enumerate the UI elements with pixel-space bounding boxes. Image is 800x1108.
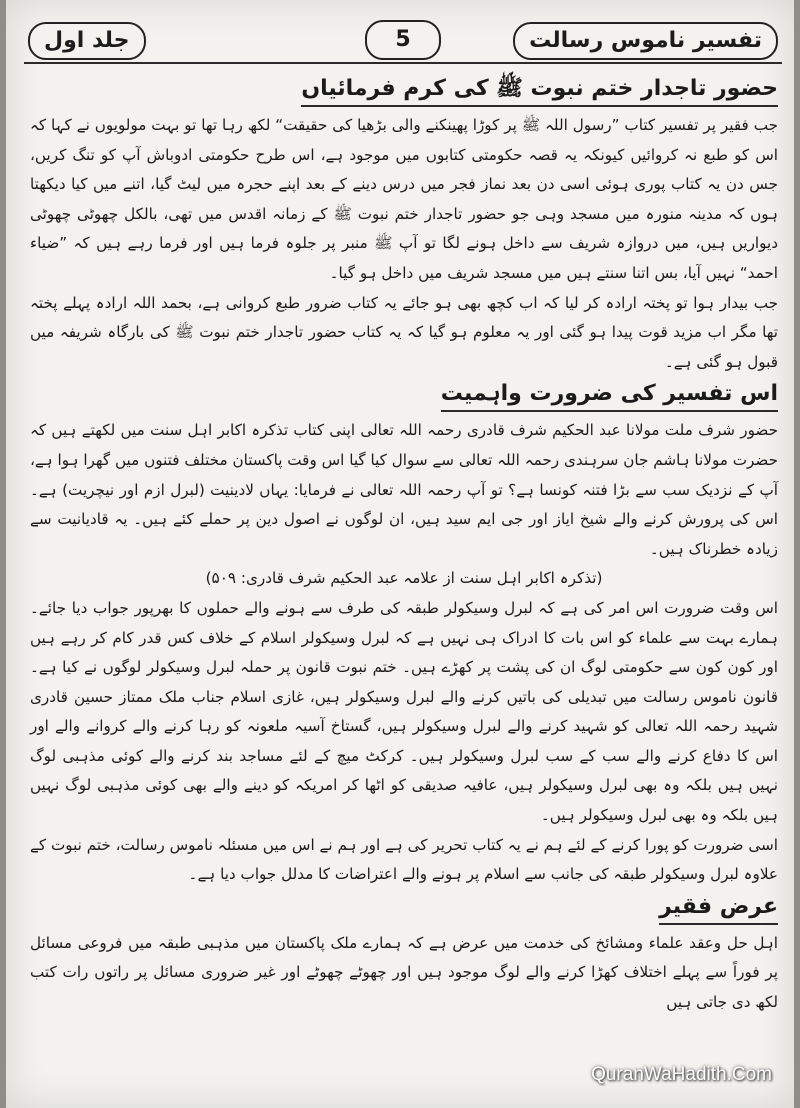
citation-reference: (تذکرہ اکابر اہل سنت از علامہ عبد الحکیم شرف قادری: ۵۰۹) [205,569,603,588]
book-title: تفسیر ناموس رسالت [513,22,778,60]
section-heading: حضور تاجدار ختم نبوت ﷺ کی کرم فرمائیاں [301,74,778,107]
section-heading: عرض فقیر [659,892,778,925]
paragraph: اہل حل وعقد علماء ومشائخ کی خدمت میں عرض ہے کہ ہمارے ملک پاکستان میں مذہبی طبقہ میں فروعی مسائل پر فوراً سے پہلے اختلاف کھڑا کرنے والے لوگ موجود ہیں اور چھوٹے چھوٹے اور غیر ضروری مسائل پر راتوں رات کتب لکھ دی جاتی ہیں [30,933,778,1012]
section-karam-farmaiyan [30,72,778,377]
section-heading: اس تفسیر کی ضرورت واہمیت [441,379,778,412]
paragraph: اسی ضرورت کو پورا کرنے کے لئے ہم نے یہ کتاب تحریر کی ہے اور ہم نے اس میں مسئلہ ناموس رسالت، ختم نبوت کے علاوہ لبرل وسیکولر طبقہ کی جانب سے اسلام پر ہونے والے اعتراضات کا مدلل جواب دیا ہے۔ [29,835,778,884]
paragraph: حضور شرف ملت مولانا عبد الحکیم شرف قادری رحمہ اللہ تعالی اپنی کتاب تذکرہ اکابر اہل سنت میں لکھتے ہیں کہ حضرت مولانا ہاشم جان سرہندی رحمہ اللہ تعالی سے سوال کیا گیا اس وقت پاکستان مختلف فتنوں میں گھرا ہوا ہے، آپ کے نزدیک سب سے بڑا فتنہ کونسا ہے؟ تو آپ رحمہ اللہ تعالی نے فرمایا: یہاں لادینیت (لبرل ازم اور نیچریت) ہے۔ اس کی پرورش کرنے والے شیخ ایاز اور جی ایم سید ہیں، ان لوگوں نے اصول دین پر حملے کئے ہیں۔ یہ قادیانیت سے زیادہ خطرناک ہیں۔ [30,421,778,558]
section-arz-e-faqeer [30,890,778,1018]
page-number: 5 [365,20,441,60]
paragraph: اس وقت ضرورت اس امر کی ہے کہ لبرل وسیکولر طبقہ کی طرف سے ہونے والے حملوں کا بھرپور جواب دیا جائے۔ ہمارے بہت سے علماء کو اس بات کا ادراک ہی نہیں ہے کہ لبرل وسیکولر اسلام کے خلاف کس قدر کام کر رہے ہیں اور کون کون سے حکومتی لوگ ان کی پشت پر کھڑے ہیں۔ ختم نبوت قانون پر حملہ لبرل وسیکولر لوگوں نے کیا ہے۔ قانون ناموس رسالت میں تبدیلی کی باتیں کرنے والے لبرل وسیکولر ہیں، غازی اسلام جناب ملک ممتاز حسین قادری شہید رحمہ اللہ تعالی کو شہید کرنے والے لبرل وسیکولر ہیں، گستاخ آسیہ ملعونہ کو رہا کرنے والے کروانے والے اور اس کا دفاع کرنے والے سب کے سب لبرل وسیکولر ہیں۔ کرکٹ میچ کے لئے مساجد بند کرنے والے کوئی مذہبی لوگ نہیں ہیں بلکہ وہ بھی لبرل وسیکولر ہیں، عافیہ صدیقی کو اٹھا کر امریکہ کو دینے والے بھی کوئی مذہبی لوگ نہیں ہیں بلکہ وہ بھی لبرل وسیکولر ہیں۔ [30,598,778,825]
paragraph: جب بیدار ہوا تو پختہ ارادہ کر لیا کہ اب کچھ بھی ہو جائے یہ کتاب ضرور طبع کروانی ہے، بحمد اللہ ارادہ پہلے پختہ تھا مگر اب مزید قوت پیدا ہو گئی اور یہ معلوم ہو گیا کہ یہ کتاب حضور تاجدار ختم نبوت ﷺ کی بارگاہ شریفہ میں قبول ہو گئی ہے۔ [30,293,778,371]
section-zaroorat-wa-ahmiyat [30,377,778,890]
volume-label: جلد اول [28,22,146,60]
paragraph: جب فقیر پر تفسیر کتاب ”رسول اللہ ﷺ پر کوڑا پھینکنے والی بڑھیا کی حقیقت“ لکھ رہا تھا تو بہت مولویوں نے کہا کہ اس کو طبع نہ کروائیں کیونکہ یہ قصہ حکومتی کتابوں میں موجود ہے، اس طرح حکومتی ادوباش آپ کو تنگ کریں، جس دن یہ کتاب پوری ہوئی اسی دن بعد نماز فجر میں درس دینے کے بعد اپنے حجرہ میں لیٹ گیا، اتنے میں کیا دیکھتا ہوں کہ مدینہ منورہ میں مسجد وہی جو حضور تاجدار ختم نبوت ﷺ کے زمانہ اقدس میں تھی، بالکل چھوٹی چھوٹی دیواریں ہیں، میں دروازہ شریف سے داخل ہونے لگا تو آپ ﷺ منبر پر جلوہ فرما ہیں اور فرما رہے ہیں کہ ”ضیاء احمد“ نہیں آیا، بس اتنا سنتے ہیں میں مسجد شریف میں داخل ہو گیا۔ [30,116,778,282]
book-page [6,0,794,1108]
page-content [30,72,778,1062]
site-watermark: QuranWaHadith.Com [591,1064,772,1085]
page-header [24,20,782,64]
